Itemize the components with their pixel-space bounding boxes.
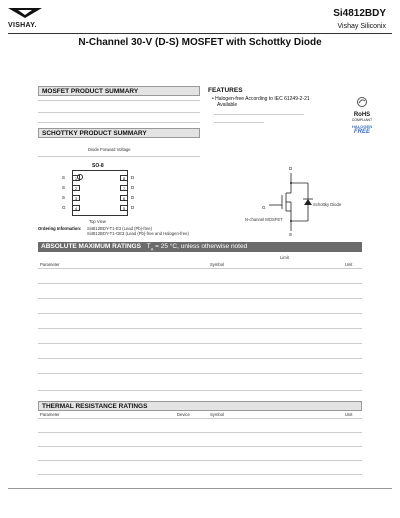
pin-number: 8	[120, 175, 128, 181]
condition-subscript: A	[150, 246, 154, 252]
pin-number: 1	[72, 175, 80, 181]
ordering-line-1: Si4812BDY-T1-E3 (Lead (Pb)-free)	[87, 226, 153, 231]
rohs-leaf-icon	[349, 97, 375, 107]
thermal-table-row	[38, 432, 362, 433]
document-title: N-Channel 30-V (D-S) MOSFET with Schottky Diode	[78, 37, 322, 48]
abs-table-row	[38, 373, 362, 374]
mosfet-label: N-channel MOSFET	[245, 217, 283, 222]
thermal-header: THERMAL RESISTANCE RATINGS	[38, 401, 362, 411]
schottky-summary-header: SCHOTTKY PRODUCT SUMMARY	[38, 128, 200, 138]
thermal-table-row	[38, 460, 362, 461]
feature-text: Halogen-free According to IEC 61249-2-21	[215, 96, 310, 102]
abs-table-row	[38, 298, 362, 299]
thermal-table-row	[38, 418, 362, 419]
abs-table-row	[38, 343, 362, 344]
pin-number: 7	[120, 185, 128, 191]
abs-max-condition	[147, 243, 248, 250]
feature-item: • Halogen-free According to IEC 61249-2-21	[212, 96, 310, 102]
package-view-label: Top View	[89, 219, 106, 224]
free-label: FREE	[353, 129, 370, 135]
abs-table-row	[38, 328, 362, 329]
footer-rule	[8, 488, 392, 489]
features-heading: FEATURES	[208, 87, 243, 94]
mosfet-summary-row	[38, 112, 200, 113]
pin-label: D	[131, 175, 135, 180]
pin-label: D	[131, 185, 135, 190]
thermal-col-unit: Unit	[345, 412, 353, 417]
pin-label: D	[131, 205, 135, 210]
rohs-label: RoHS	[353, 112, 371, 118]
pin-label: G	[62, 205, 66, 210]
thermal-table-row	[38, 474, 362, 475]
abs-col-symbol: Symbol	[210, 262, 224, 267]
abs-col-limit: Limit	[280, 255, 289, 260]
pin-number: 2	[72, 185, 80, 191]
mosfet-summary-row	[38, 100, 200, 101]
schematic-source-label: S	[289, 232, 293, 237]
mosfet-schottky-schematic-icon	[266, 171, 316, 233]
schottky-summary-row	[38, 156, 200, 157]
rohs-badge	[349, 94, 375, 138]
thermal-col-device: Device	[177, 412, 190, 417]
mosfet-summary-row	[38, 122, 200, 123]
package-name: SO-8	[92, 163, 104, 169]
vishay-logo-icon	[8, 8, 42, 18]
condition-text: = 25 °C, unless otherwise noted	[153, 243, 248, 250]
schematic-gate-label: G	[262, 205, 266, 210]
feature-item	[214, 122, 264, 123]
pin-number: 3	[72, 195, 80, 201]
part-number: Si4812BDY	[333, 8, 386, 19]
mosfet-summary-header: MOSFET PRODUCT SUMMARY	[38, 86, 200, 96]
pin-number: 4	[72, 205, 80, 211]
pin-label: S	[62, 175, 66, 180]
thermal-col-symbol: Symbol	[210, 412, 224, 417]
halogen-label: HALOGEN	[352, 124, 372, 129]
abs-table-row	[38, 358, 362, 359]
abs-table-row	[38, 283, 362, 284]
pin-label: S	[62, 195, 66, 200]
pin-number: 6	[120, 195, 128, 201]
thermal-col-parameter: Parameter	[40, 412, 60, 417]
abs-table-row	[38, 390, 362, 391]
logo-text: VISHAY.	[8, 22, 37, 29]
ordering-line-2: Si4812BDY-T1-GE3 (Lead (Pb)-free and Halogen-free)	[87, 231, 189, 236]
pin-label: D	[131, 195, 135, 200]
rohs-compliant: COMPLIANT	[351, 118, 373, 122]
feature-item: Available	[217, 102, 238, 108]
abs-table-row	[38, 268, 362, 269]
schottky-diode-label: Schottky Diode	[313, 202, 342, 207]
schottky-col-header: Diode Forward Voltage	[88, 147, 131, 152]
feature-item	[214, 114, 304, 115]
abs-max-header	[38, 242, 362, 252]
pin-label: S	[62, 185, 66, 190]
brand-name: Vishay Siliconix	[337, 23, 386, 30]
thermal-table-row	[38, 446, 362, 447]
condition-symbol: T	[146, 243, 151, 250]
abs-col-parameter: Parameter	[40, 262, 60, 267]
abs-max-title: ABSOLUTE MAXIMUM RATINGS	[41, 243, 141, 250]
schematic-drain-label: D	[289, 166, 293, 171]
abs-table-row	[38, 313, 362, 314]
header-rule	[8, 33, 392, 34]
abs-col-unit: Unit	[345, 262, 353, 267]
ordering-label: Ordering Information:	[38, 226, 82, 231]
pin-number: 5	[120, 205, 128, 211]
